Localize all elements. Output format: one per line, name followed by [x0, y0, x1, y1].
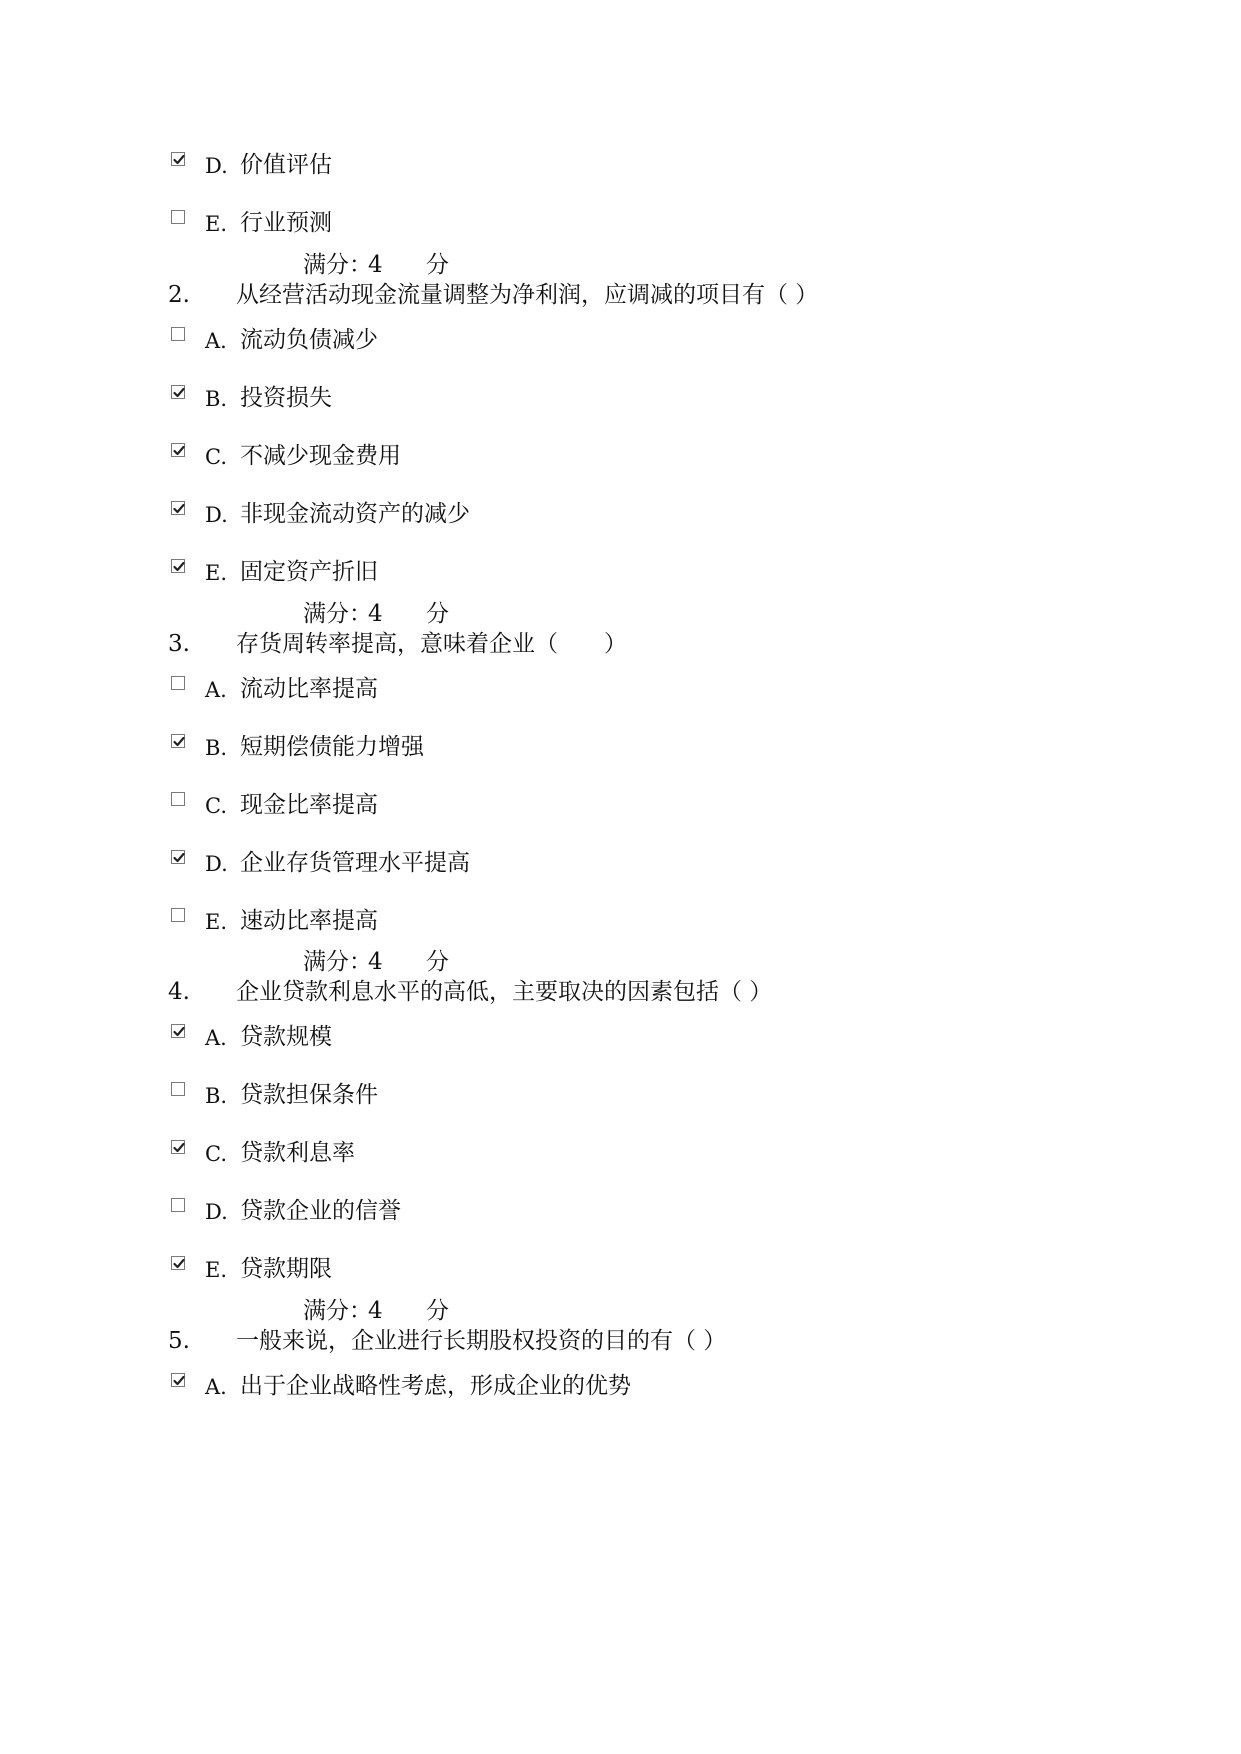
- option-text: 速动比率提高: [240, 908, 378, 934]
- option-checkbox[interactable]: [171, 1082, 185, 1096]
- question-text: 存货周转率提高，意味着企业（ ）: [236, 631, 627, 657]
- option-checkbox[interactable]: [171, 1024, 185, 1038]
- option-letter: E.: [205, 561, 228, 585]
- check-mark-icon: [172, 386, 186, 400]
- score-label: 满分：: [303, 601, 372, 627]
- option-checkbox[interactable]: [171, 210, 185, 224]
- option-checkbox[interactable]: [171, 501, 185, 515]
- option-checkbox[interactable]: [171, 443, 185, 457]
- option-checkbox[interactable]: [171, 559, 185, 573]
- option-text: 短期偿债能力增强: [240, 734, 424, 760]
- option-checkbox[interactable]: [171, 792, 185, 806]
- option-letter: A.: [205, 329, 227, 353]
- option-text: 贷款利息率: [240, 1140, 355, 1166]
- option-checkbox[interactable]: [171, 1140, 185, 1154]
- option-text: 行业预测: [240, 210, 332, 236]
- option-checkbox[interactable]: [171, 1256, 185, 1270]
- score-unit: 分: [426, 601, 449, 627]
- option-checkbox[interactable]: [171, 908, 185, 922]
- check-mark-icon: [172, 1141, 186, 1155]
- option-checkbox[interactable]: [171, 676, 185, 690]
- score-unit: 分: [426, 949, 449, 975]
- option-text: 出于企业战略性考虑，形成企业的优势: [240, 1373, 631, 1399]
- option-checkbox[interactable]: [171, 385, 185, 399]
- option-letter: B.: [205, 736, 228, 760]
- option-text: 非现金流动资产的减少: [240, 501, 470, 527]
- score-value: 4: [368, 601, 383, 627]
- option-letter: A.: [205, 678, 227, 702]
- option-text: 流动比率提高: [240, 676, 378, 702]
- question-number: 2.: [168, 282, 190, 308]
- option-checkbox[interactable]: [171, 1198, 185, 1212]
- question-number: 5.: [168, 1328, 190, 1354]
- option-letter: D.: [205, 154, 228, 178]
- option-checkbox[interactable]: [171, 850, 185, 864]
- question-text: 企业贷款利息水平的高低，主要取决的因素包括（ ）: [236, 979, 773, 1005]
- option-letter: C.: [205, 1142, 227, 1166]
- check-mark-icon: [172, 1025, 186, 1039]
- check-mark-icon: [172, 502, 186, 516]
- option-letter: B.: [205, 1084, 228, 1108]
- score-value: 4: [368, 252, 383, 278]
- option-text: 不减少现金费用: [240, 443, 401, 469]
- check-mark-icon: [172, 153, 186, 167]
- question-number: 4.: [168, 979, 190, 1005]
- option-letter: E.: [205, 910, 228, 934]
- score-unit: 分: [426, 252, 449, 278]
- check-mark-icon: [172, 560, 186, 574]
- score-label: 满分：: [303, 1298, 372, 1324]
- score-value: 4: [368, 949, 383, 975]
- option-letter: B.: [205, 387, 228, 411]
- check-mark-icon: [172, 444, 186, 458]
- score-value: 4: [368, 1298, 383, 1324]
- option-letter: D.: [205, 1200, 228, 1224]
- option-letter: C.: [205, 794, 227, 818]
- question-text: 一般来说，企业进行长期股权投资的目的有（ ）: [236, 1328, 727, 1354]
- option-letter: C.: [205, 445, 227, 469]
- option-letter: E.: [205, 1258, 228, 1282]
- check-mark-icon: [172, 851, 186, 865]
- check-mark-icon: [172, 1257, 186, 1271]
- option-text: 价值评估: [240, 152, 332, 178]
- option-text: 贷款企业的信誉: [240, 1198, 401, 1224]
- question-text: 从经营活动现金流量调整为净利润，应调减的项目有（ ）: [236, 282, 819, 308]
- check-mark-icon: [172, 1374, 186, 1388]
- option-letter: D.: [205, 852, 228, 876]
- option-text: 现金比率提高: [240, 792, 378, 818]
- option-checkbox[interactable]: [171, 152, 185, 166]
- question-number: 3.: [168, 631, 190, 657]
- option-checkbox[interactable]: [171, 1373, 185, 1387]
- score-label: 满分：: [303, 949, 372, 975]
- option-letter: D.: [205, 503, 228, 527]
- option-letter: A.: [205, 1026, 227, 1050]
- check-mark-icon: [172, 735, 186, 749]
- score-unit: 分: [426, 1298, 449, 1324]
- score-label: 满分：: [303, 252, 372, 278]
- option-checkbox[interactable]: [171, 327, 185, 341]
- option-letter: A.: [205, 1375, 227, 1399]
- option-text: 固定资产折旧: [240, 559, 378, 585]
- option-text: 贷款期限: [240, 1256, 332, 1282]
- option-checkbox[interactable]: [171, 734, 185, 748]
- option-text: 贷款规模: [240, 1024, 332, 1050]
- option-letter: E.: [205, 212, 228, 236]
- option-text: 企业存货管理水平提高: [240, 850, 470, 876]
- option-text: 投资损失: [240, 385, 332, 411]
- option-text: 流动负债减少: [240, 327, 378, 353]
- option-text: 贷款担保条件: [240, 1082, 378, 1108]
